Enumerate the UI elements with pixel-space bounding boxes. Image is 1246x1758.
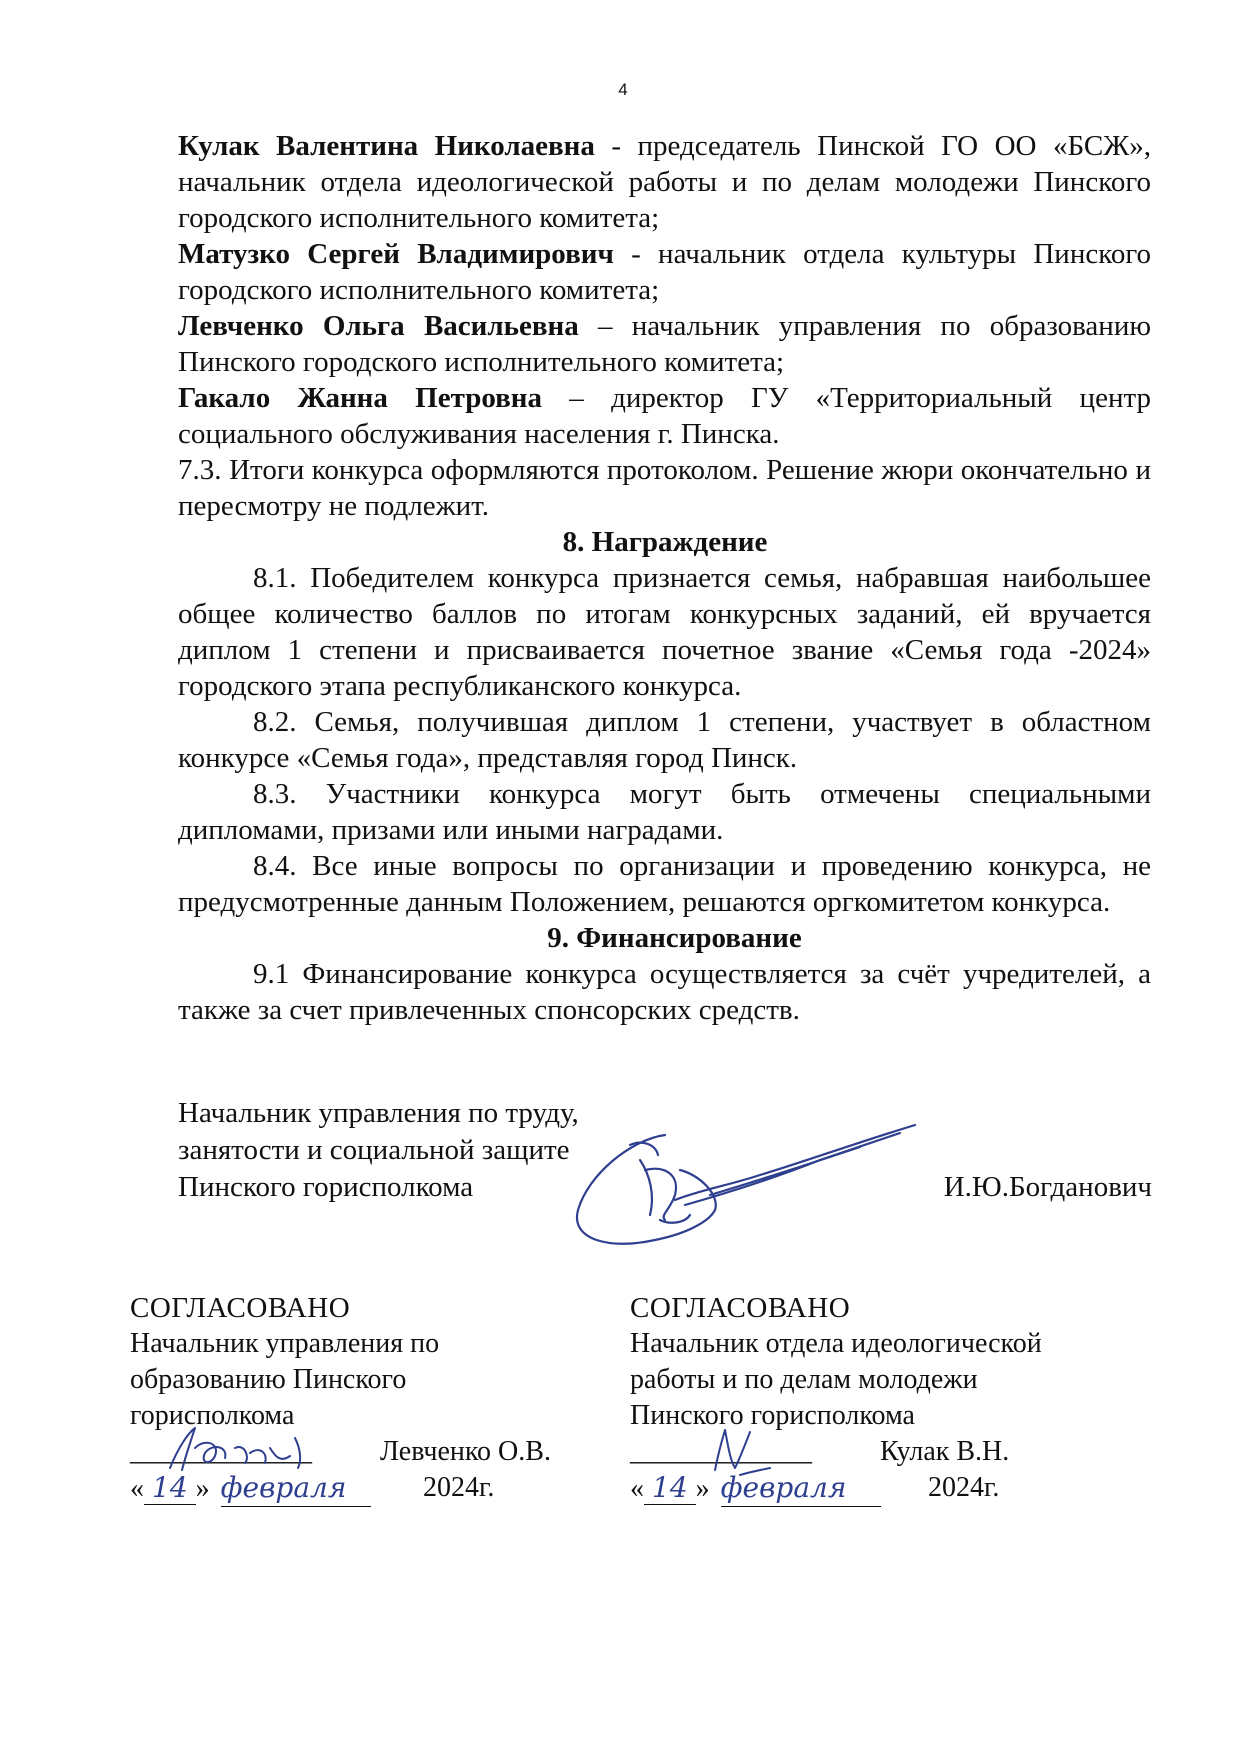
date-open: « xyxy=(130,1473,144,1504)
approval-line: Пинского горисполкома xyxy=(630,1400,915,1431)
jury-member xyxy=(178,380,1151,452)
clause-8-3: 8.3. Участники конкурса могут быть отмечены специальными дипломами, призами или иными наградами. xyxy=(178,778,1151,846)
approval-left xyxy=(130,1290,600,1506)
approver-name: Кулак В.Н. xyxy=(880,1436,1010,1467)
approval-line: Начальник отдела идеологической xyxy=(630,1328,1042,1359)
jury-member xyxy=(178,308,1151,380)
clause-9-1: 9.1 Финансирование конкурса осуществляется за счёт учредителей, а также за счет привлеченных спонсорских средств. xyxy=(178,958,1151,1026)
date-close: » xyxy=(695,1473,710,1504)
date-month: февраля xyxy=(721,1470,881,1507)
date-year: 2024г. xyxy=(928,1472,1000,1503)
approval-sign-line xyxy=(130,1434,600,1470)
document-body xyxy=(178,128,1151,1028)
approval-line: образованию Пинского xyxy=(130,1364,407,1395)
approval-line: работы и по делам молодежи xyxy=(630,1364,978,1395)
approval-date-line xyxy=(130,1470,600,1506)
jury-member-name: Кулак Валентина Николаевна xyxy=(178,130,595,162)
clause-8-2: 8.2. Семья, получившая диплом 1 степени, участвует в областном конкурсе «Семья года», представляя город Пинск. xyxy=(178,706,1151,774)
section-8-title: 8. Награждение xyxy=(562,526,768,558)
approval-line: Начальник управления по xyxy=(130,1328,440,1359)
jury-member-role: - начальник отдела культуры Пинского городского исполнительного комитета; xyxy=(178,238,1152,306)
approval-right xyxy=(630,1290,1150,1506)
jury-member-name: Гакало Жанна Петровна xyxy=(178,382,542,414)
clause-8-1: 8.1. Победителем конкурса признается семья, набравшая наибольшее общее количество баллов по итогам конкурсных заданий, ей вручается диплом 1 степени и присваивается почетное звание «Семья года -2024» городского этапа республиканского конкурса. xyxy=(178,562,1151,702)
clause-7-3: 7.3. Итоги конкурса оформляются протоколом. Решение жюри окончательно и пересмотру не подлежит. xyxy=(178,454,1151,522)
jury-member xyxy=(178,128,1151,236)
signer-line: Начальник управления по труду, xyxy=(178,1097,579,1129)
jury-member-name: Левченко Ольга Васильевна xyxy=(178,310,579,342)
signer-name: И.Ю.Богданович xyxy=(943,1171,1152,1203)
jury-member-name: Матузко Сергей Владимирович xyxy=(178,238,614,270)
signer-line: занятости и социальной защите xyxy=(178,1134,570,1166)
section-9-title: 9. Финансирование xyxy=(547,922,802,954)
date-month: февраля xyxy=(221,1470,371,1507)
signer-position xyxy=(178,1095,738,1206)
date-day: 14 xyxy=(144,1471,196,1505)
approval-sign-line xyxy=(630,1434,1150,1470)
signature-blank: _____________ xyxy=(130,1436,312,1467)
approval-date-line xyxy=(630,1470,1150,1506)
approval-line: горисполкома xyxy=(130,1400,295,1431)
jury-member-role: - председатель Пинской ГО ОО «БСЖ», начальник отдела идеологической работы и по делам молодежи Пинского городского исполнительного комитета; xyxy=(178,130,1151,234)
date-day: 14 xyxy=(644,1471,696,1505)
jury-member-role: – директор ГУ «Территориальный центр социального обслуживания населения г. Пинска. xyxy=(178,382,1151,450)
approval-heading: СОГЛАСОВАНО xyxy=(130,1292,351,1324)
approver-name: Левченко О.В. xyxy=(380,1436,551,1467)
clause-8-4: 8.4. Все иные вопросы по организации и проведению конкурса, не предусмотренные данным Положением, решаются оргкомитетом конкурса. xyxy=(178,850,1151,918)
date-open: « xyxy=(630,1473,644,1504)
date-year: 2024г. xyxy=(423,1472,495,1503)
jury-member-role: – начальник управления по образованию Пинского городского исполнительного комитета; xyxy=(178,310,1151,378)
signer-line: Пинского горисполкома xyxy=(178,1171,474,1203)
page-number: 4 xyxy=(618,80,628,99)
date-close: » xyxy=(195,1473,210,1504)
approval-heading: СОГЛАСОВАНО xyxy=(630,1292,851,1324)
jury-member xyxy=(178,236,1151,308)
signature-blank: _____________ xyxy=(630,1436,812,1467)
